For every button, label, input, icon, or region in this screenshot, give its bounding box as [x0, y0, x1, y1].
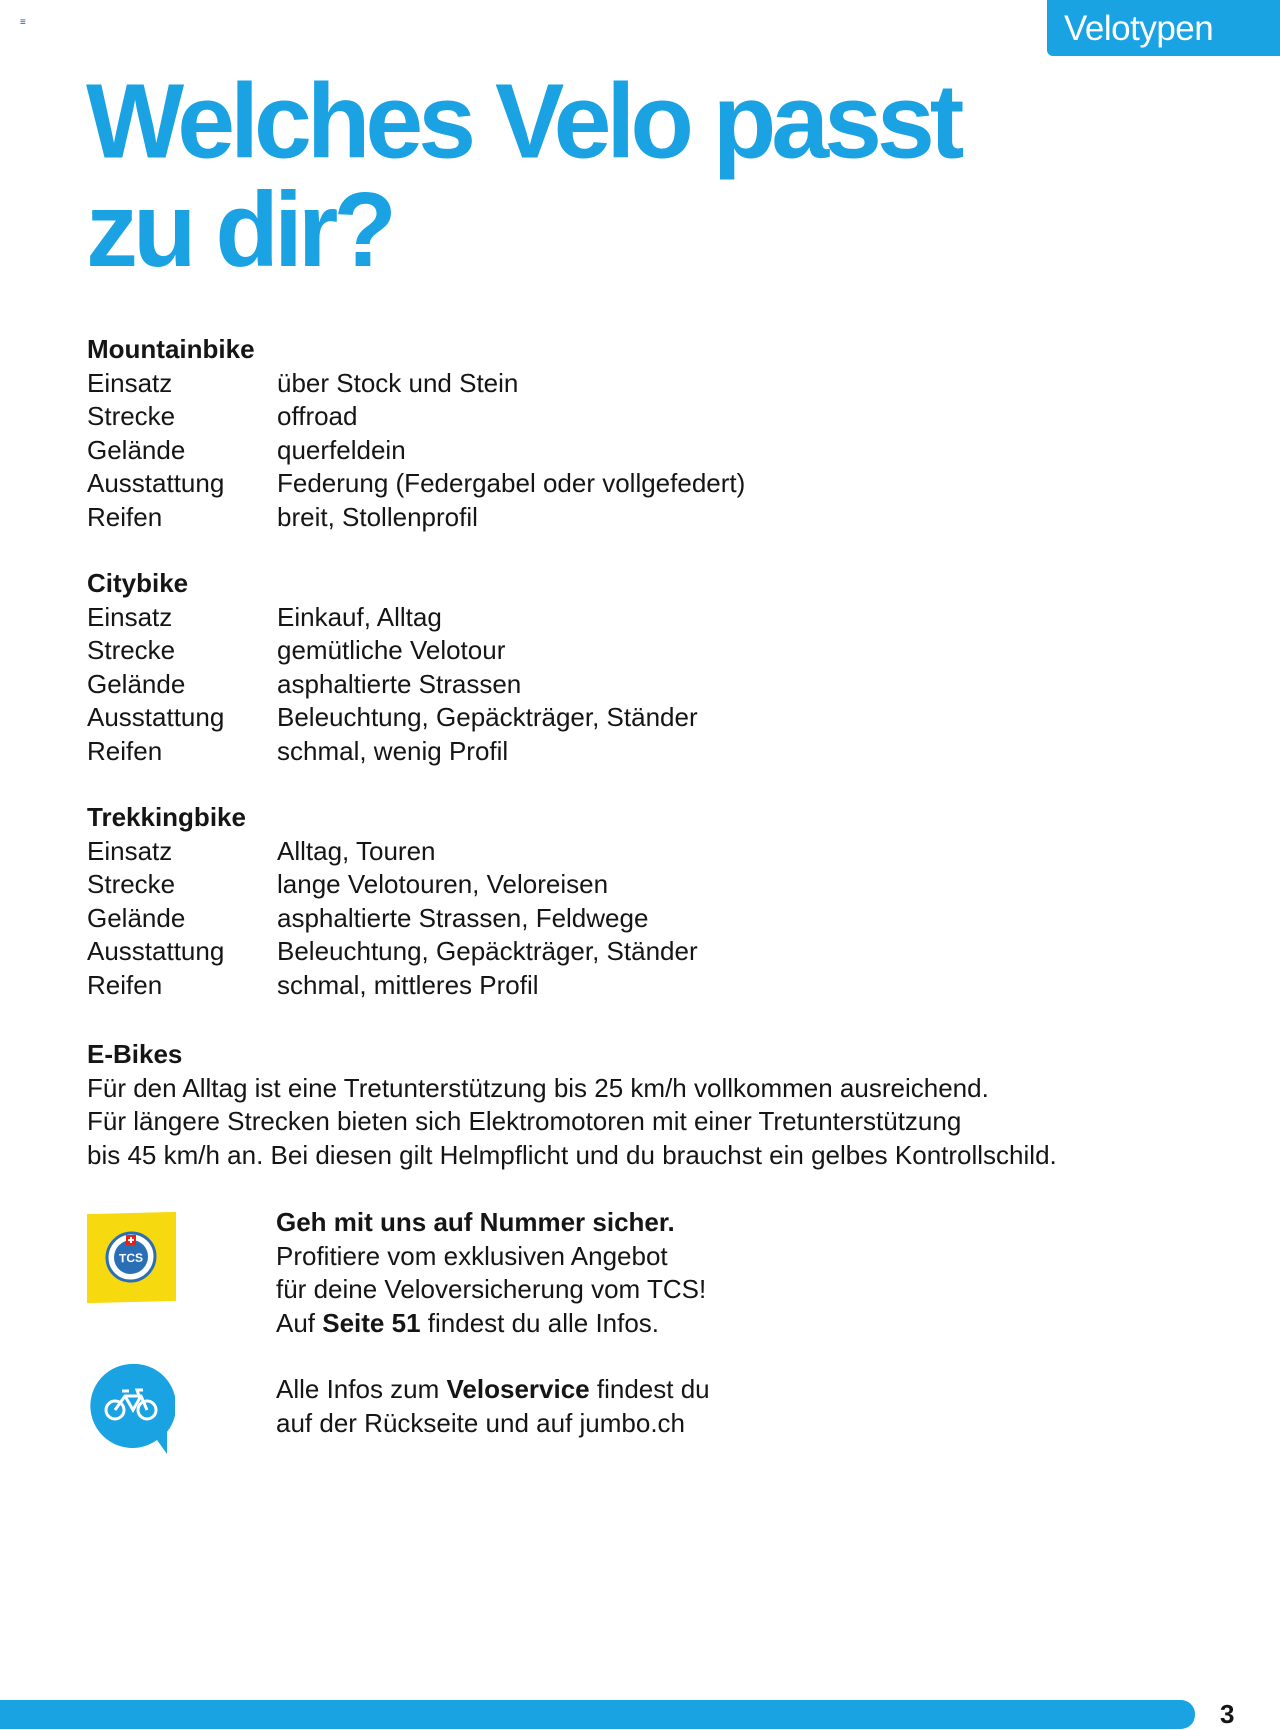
spec-row — [87, 701, 1087, 735]
bicycle-speech-bubble-icon — [87, 1362, 175, 1456]
spec-label: Einsatz — [87, 601, 173, 632]
spec-value: Beleuchtung, Gepäckträger, Ständer — [277, 702, 698, 732]
bike-types-list — [87, 333, 1087, 1035]
footer-bar — [0, 1700, 1195, 1729]
spec-value: asphaltierte Strassen — [277, 668, 522, 699]
spec-row — [87, 969, 1087, 1003]
spec-row — [87, 501, 1087, 535]
veloservice-line-2: auf der Rückseite und auf jumbo.ch — [276, 1407, 686, 1438]
bike-type-heading: Mountainbike — [87, 334, 255, 364]
spec-label: Gelände — [87, 902, 186, 933]
spec-label: Ausstattung — [87, 702, 225, 732]
spec-label: Strecke — [87, 635, 176, 665]
veloservice-line-1 — [276, 1373, 976, 1407]
spec-row — [87, 868, 1087, 902]
tcs-wheel-icon — [105, 1230, 157, 1283]
spec-label: Ausstattung — [87, 468, 225, 498]
spec-row — [87, 400, 1087, 434]
spec-label: Strecke — [87, 869, 176, 899]
spec-value: asphaltierte Strassen, Feldwege — [277, 902, 649, 933]
spec-value: querfeldein — [277, 434, 406, 465]
ebikes-text-line-2: Für längere Strecken bieten sich Elektromotoren mit einer Tretunterstützung — [87, 1106, 962, 1136]
bike-type-trekkingbike — [87, 801, 1087, 1002]
page-title-line-1: Welches Velo passt — [86, 62, 960, 182]
bike-type-citybike — [87, 567, 1087, 768]
bike-type-heading: Citybike — [87, 568, 189, 598]
spec-value: breit, Stollenprofil — [277, 501, 478, 532]
ebikes-heading: E-Bikes — [87, 1039, 183, 1069]
spec-label: Reifen — [87, 735, 163, 766]
veloservice-line-1-pre: Alle Infos zum — [276, 1374, 447, 1404]
spec-value: gemütliche Velotour — [277, 635, 506, 665]
tcs-promo-heading: Geh mit uns auf Nummer sicher. — [276, 1207, 675, 1237]
spec-value: über Stock und Stein — [277, 367, 519, 398]
ebikes-text-line-1: Für den Alltag ist eine Tretunterstützung bis 25 km/h vollkommen ausreichend. — [87, 1072, 989, 1103]
spec-label: Reifen — [87, 501, 163, 532]
spec-value: schmal, wenig Profil — [277, 735, 509, 766]
spec-value: Beleuchtung, Gepäckträger, Ständer — [277, 936, 698, 966]
bike-type-heading: Trekkingbike — [87, 802, 246, 832]
bike-type-mountainbike — [87, 333, 1087, 534]
spec-row — [87, 634, 1087, 668]
spec-row — [87, 434, 1087, 468]
veloservice-promo — [276, 1373, 976, 1440]
tcs-promo-line-3-post: findest du alle Infos. — [420, 1307, 660, 1338]
spec-label: Einsatz — [87, 835, 173, 866]
spec-label: Reifen — [87, 969, 163, 1000]
spec-row — [87, 835, 1087, 869]
spec-row — [87, 935, 1087, 969]
tcs-logo-badge — [87, 1212, 176, 1303]
menu-icon[interactable]: ≡ — [20, 17, 26, 28]
page-reference-link[interactable]: Seite 51 — [322, 1307, 421, 1338]
tcs-promo — [276, 1206, 976, 1340]
spec-value: schmal, mittleres Profil — [277, 969, 539, 1000]
spec-label: Ausstattung — [87, 936, 225, 966]
section-tab: Velotypen — [1047, 0, 1280, 56]
veloservice-link[interactable]: Veloservice — [446, 1374, 590, 1404]
tcs-logo-text: TCS — [119, 1250, 143, 1266]
spec-value: Einkauf, Alltag — [277, 601, 442, 632]
tcs-promo-line-2: für deine Veloversicherung vom TCS! — [276, 1274, 707, 1304]
spec-row — [87, 902, 1087, 936]
spec-label: Gelände — [87, 434, 186, 465]
spec-label: Gelände — [87, 668, 186, 699]
spec-label: Einsatz — [87, 367, 173, 398]
ebikes-text-line-3: bis 45 km/h an. Bei diesen gilt Helmpflicht und du brauchst ein gelbes Kontrollschild. — [87, 1139, 1057, 1170]
spec-value: lange Velotouren, Veloreisen — [277, 869, 609, 899]
ebikes-section — [87, 1038, 1187, 1172]
spec-value: offroad — [277, 401, 358, 431]
spec-value: Federung (Federgabel oder vollgefedert) — [277, 468, 746, 498]
tcs-promo-line-3 — [276, 1307, 976, 1341]
tcs-promo-line-1: Profitiere vom exklusiven Angebot — [276, 1240, 668, 1271]
spec-row — [87, 467, 1087, 501]
spec-row — [87, 735, 1087, 769]
spec-row — [87, 601, 1087, 635]
page-title-line-2: zu dir? — [86, 170, 392, 290]
page-title — [86, 62, 966, 290]
spec-value: Alltag, Touren — [277, 835, 436, 866]
spec-label: Strecke — [87, 401, 176, 431]
page-number: 3 — [1220, 1699, 1235, 1729]
tcs-promo-line-3-pre: Auf — [276, 1307, 323, 1338]
spec-row — [87, 668, 1087, 702]
veloservice-line-1-post: findest du — [589, 1374, 710, 1404]
spec-row — [87, 367, 1087, 401]
